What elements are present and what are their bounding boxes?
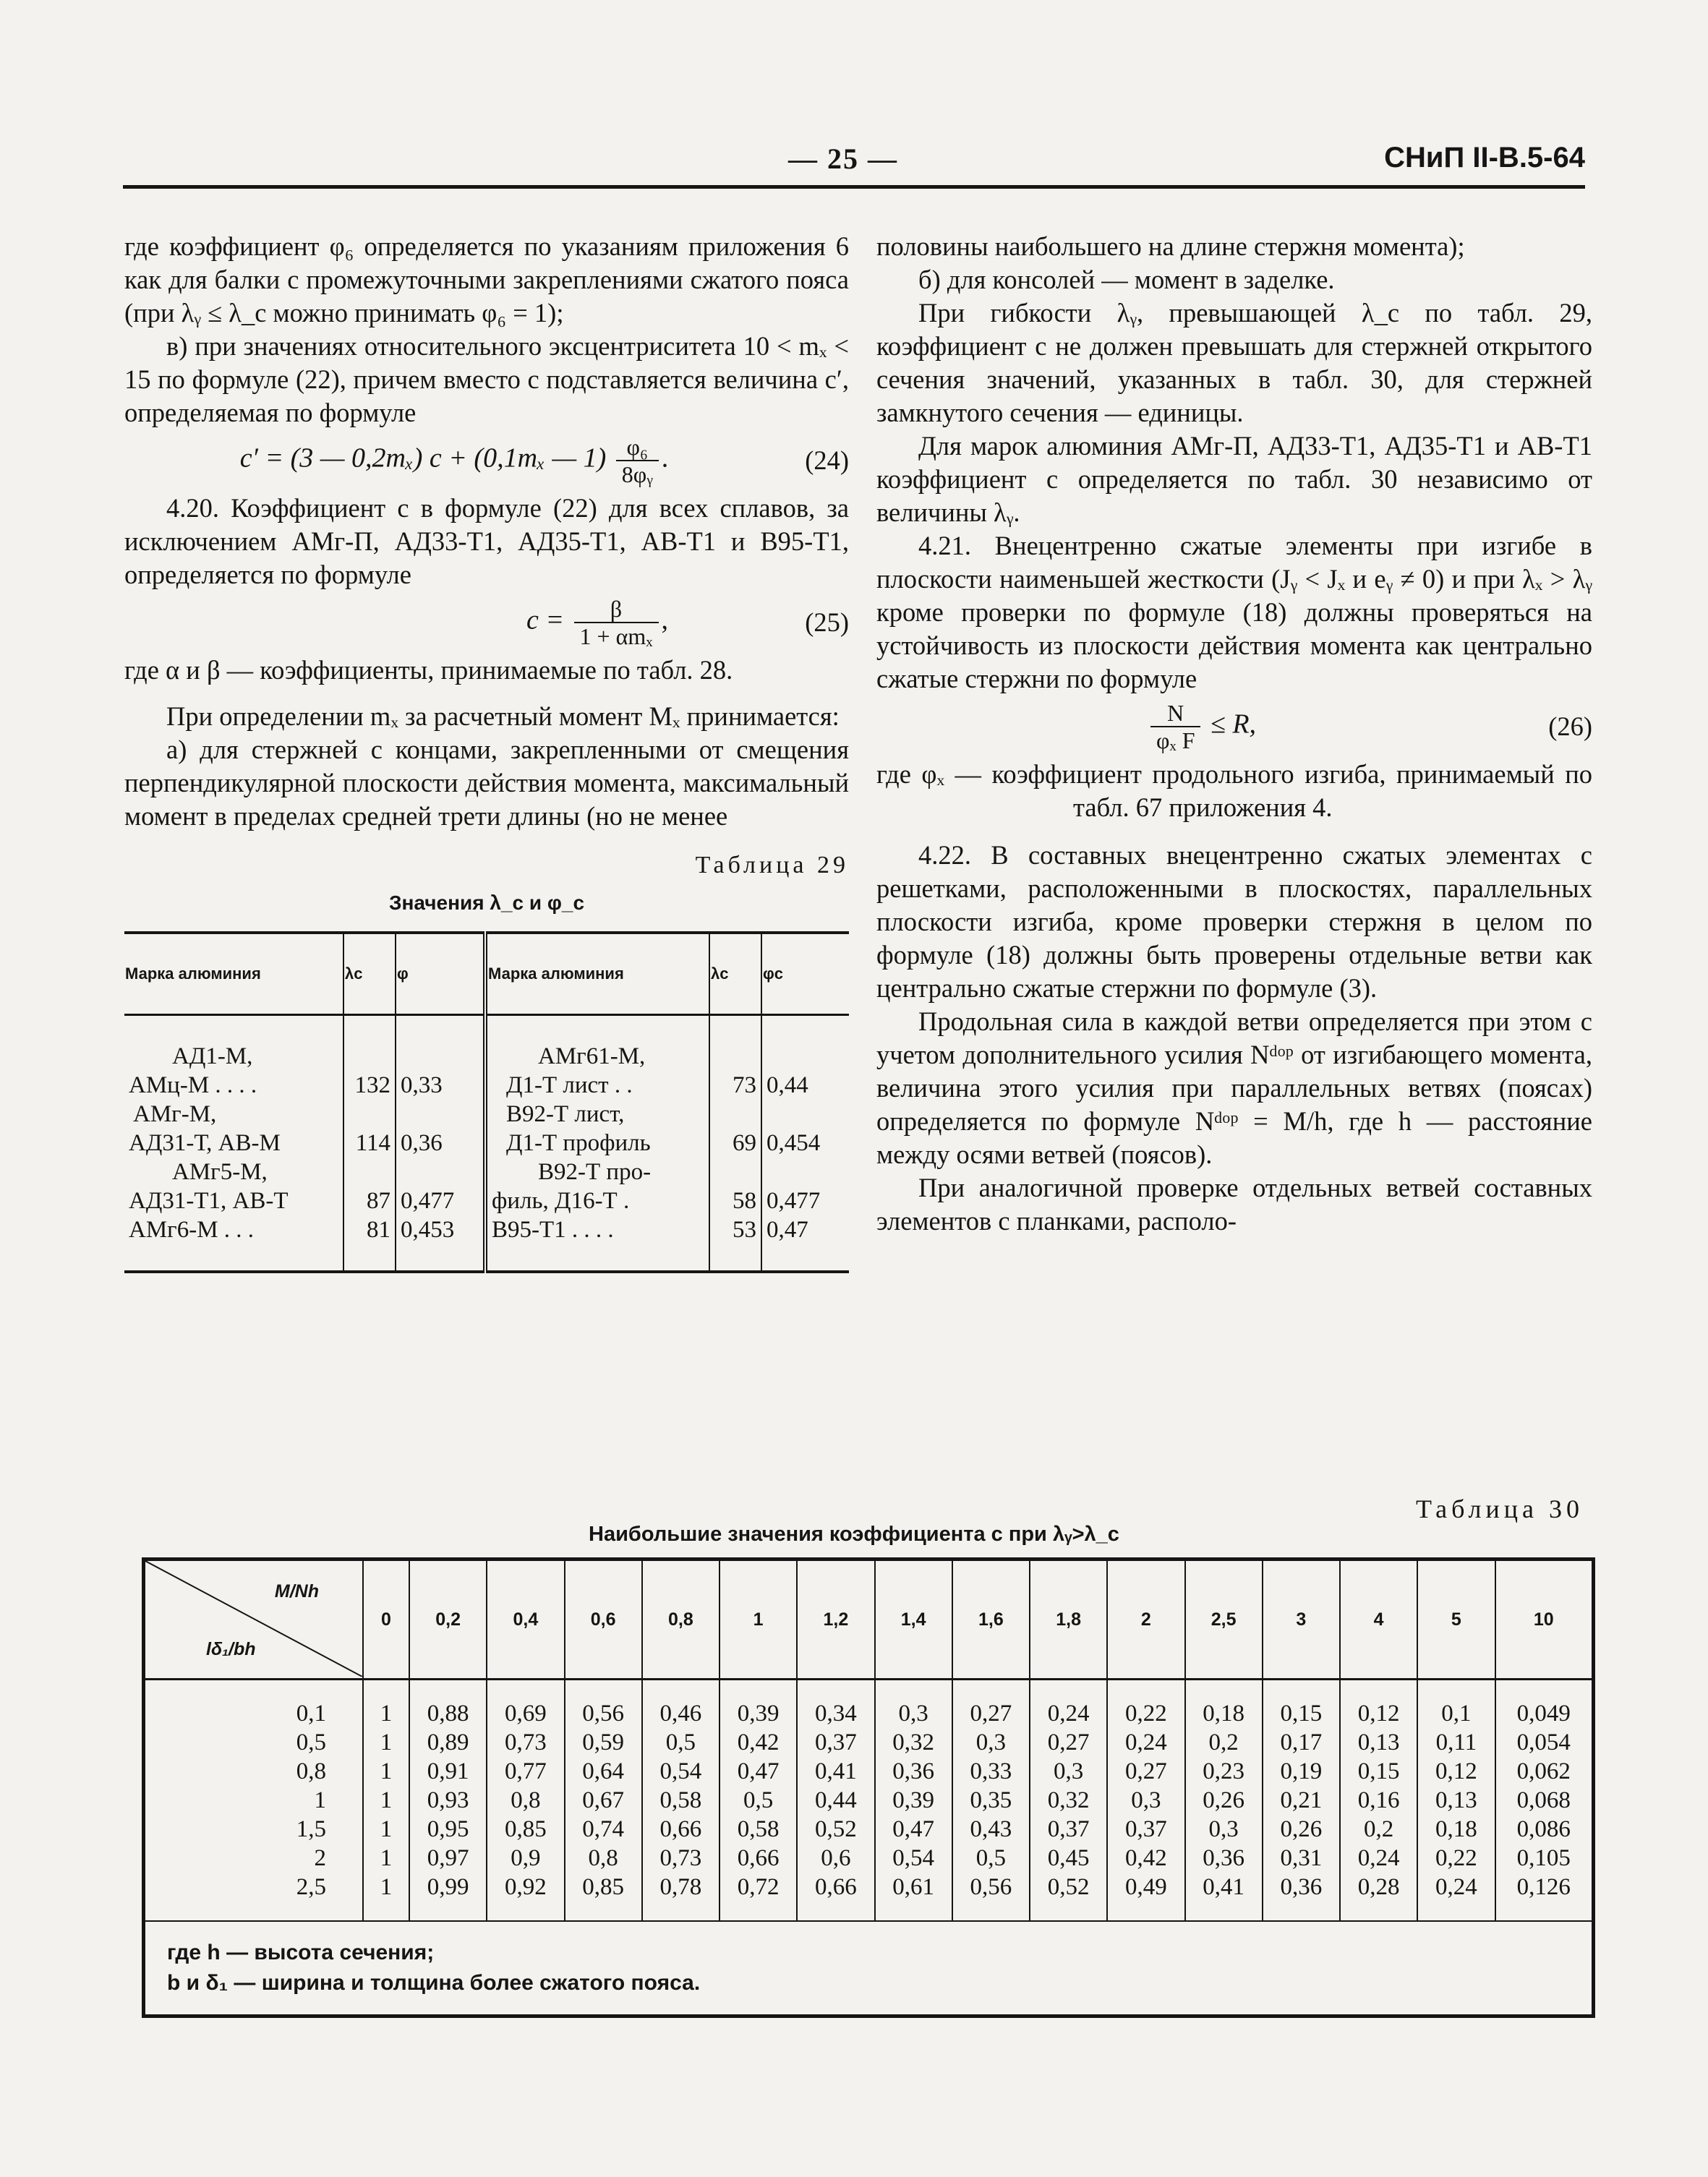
value: 58 <box>733 1188 756 1214</box>
note-line: где h — высота сечения; <box>167 1941 435 1964</box>
value: 81 <box>367 1217 390 1243</box>
formula-tail: , <box>661 604 668 636</box>
header-cell: 1,2 <box>797 1561 874 1680</box>
table-cell: 0,5 <box>665 1729 696 1755</box>
table-cell: 0,36 <box>1203 1845 1244 1871</box>
table-cell: 0,27 <box>1125 1758 1167 1784</box>
value: 0,47 <box>767 1217 808 1243</box>
header-cell: 10 <box>1495 1561 1592 1680</box>
header-cell: 0,4 <box>487 1561 564 1680</box>
column-values <box>1107 1680 1184 1921</box>
formula-24 <box>124 434 849 487</box>
table-cell: 0,18 <box>1435 1816 1477 1842</box>
table-cell: 0,18 <box>1203 1701 1244 1727</box>
brand-line: АД1-М, <box>172 1043 253 1069</box>
table-cell: 0,47 <box>737 1758 780 1784</box>
table-cell: 0,66 <box>737 1845 780 1871</box>
table-cell: 0,22 <box>1125 1701 1167 1727</box>
table-cell: 0,21 <box>1280 1787 1323 1813</box>
value: 114 <box>355 1130 390 1156</box>
table-cell: 0,67 <box>582 1787 624 1813</box>
value: 87 <box>367 1188 390 1214</box>
column-values <box>875 1680 952 1921</box>
row-header: 0,5 <box>296 1729 326 1755</box>
row-header-cell <box>145 1680 363 1921</box>
table-cell: 0,66 <box>659 1816 702 1842</box>
table-cell: 0,15 <box>1280 1701 1323 1727</box>
header-cell: φc <box>761 933 849 1015</box>
header-cell: 1,4 <box>875 1561 952 1680</box>
table-cell: 0,41 <box>1203 1874 1244 1900</box>
table-cell: 1 <box>380 1758 393 1784</box>
table-cell: 1 <box>380 1729 393 1755</box>
paragraph: б) для консолей — момент в заделке. <box>918 265 1335 294</box>
table-cell: 0,58 <box>737 1816 780 1842</box>
paragraph: 4.20. Коэффициент c в формуле (22) для всех сплавов, за исключением АМг-П, АД33-Т1, АД35-Т1, АВ-Т1 и В95-Т1, определяется по формуле <box>124 493 849 589</box>
value: 0,477 <box>401 1188 455 1214</box>
table-cell: 0,23 <box>1203 1758 1244 1784</box>
value: 73 <box>733 1072 756 1098</box>
column-values <box>1495 1680 1592 1921</box>
table-cell: 0,6 <box>821 1845 851 1871</box>
table-cell: 0,28 <box>1357 1874 1400 1900</box>
brand-line: Д1-Т профиль <box>506 1130 651 1156</box>
formula-text: c′ = (3 — 0,2mₓ) c + (0,1mₓ — 1) <box>239 442 607 474</box>
paragraph: При определении mₓ за расчетный момент Mₓ принимается: <box>166 701 840 731</box>
fraction <box>1150 700 1201 753</box>
paragraph: половины наибольшего на длине стержня момента); <box>876 231 1465 261</box>
table-cell: 0,85 <box>582 1874 624 1900</box>
paragraph: где φₓ — коэффициент продольного изгиба, принимаемый по табл. 67 приложения 4. <box>876 759 1592 822</box>
row-header: 2,5 <box>296 1874 326 1900</box>
table-cell: 0,97 <box>427 1845 469 1871</box>
table-cell: 0,068 <box>1516 1787 1571 1813</box>
table-cell: 0,93 <box>427 1787 469 1813</box>
table-cell: 0,44 <box>815 1787 857 1813</box>
table-cell: 0,73 <box>505 1729 547 1755</box>
table-cell: 0,062 <box>1516 1758 1571 1784</box>
paragraph: где α и β — коэффициенты, принимаемые по табл. 28. <box>124 655 733 685</box>
brand-line: АМц-М . . . . <box>129 1072 257 1098</box>
paragraph: При аналогичной проверке отдельных ветвей составных элементов с планками, располо- <box>876 1173 1592 1236</box>
column-values <box>642 1680 720 1921</box>
table-cell: 0,24 <box>1357 1845 1400 1871</box>
header-cell: 0 <box>363 1561 409 1680</box>
table-cell: 0,39 <box>892 1787 934 1813</box>
header-cell: 5 <box>1417 1561 1495 1680</box>
formula-number: (26) <box>1548 711 1592 741</box>
table-cell: 0,24 <box>1125 1729 1167 1755</box>
table-cell: 0,41 <box>815 1758 857 1784</box>
table-30 <box>142 1557 1595 2018</box>
header-cell: 1,8 <box>1030 1561 1107 1680</box>
table-cell: 0,11 <box>1435 1729 1477 1755</box>
brand-line: филь, Д16-Т . <box>492 1188 630 1214</box>
table-cell: 0,92 <box>505 1874 547 1900</box>
header-cell: λc <box>343 933 396 1015</box>
brand-line: АМг6-М . . . <box>129 1217 255 1243</box>
table-cell: 0,58 <box>659 1787 702 1813</box>
corner-top-label: M/Nh <box>274 1581 319 1601</box>
value: 53 <box>733 1217 756 1243</box>
numerator: φ₆ <box>616 434 659 461</box>
paragraph: Продольная сила в каждой ветви определяется при этом с учетом дополнительного усилия Nᵈᵒᵖ от изгибающего момента, величина этого усилия при параллельных ветвях (поясах) определяется по формуле Nᵈᵒᵖ = M/h, где h — расстояние между осями ветвей (поясов). <box>876 1006 1592 1169</box>
paragraph: в) при значениях относительного эксцентриситета 10 < mₓ < 15 по формуле (22), причем вместо c подставляется величина c′, определяемая по формуле <box>124 331 849 427</box>
header-cell: λc <box>709 933 761 1015</box>
table-cell: 0,78 <box>659 1874 702 1900</box>
table-cell: 0,12 <box>1435 1758 1477 1784</box>
table-cell: 0,13 <box>1357 1729 1400 1755</box>
formula-25 <box>124 596 849 649</box>
document-code: СНиП II-В.5-64 <box>1384 142 1585 174</box>
row-header: 0,1 <box>296 1701 326 1727</box>
column-values <box>565 1680 642 1921</box>
header-cell: 0,6 <box>565 1561 642 1680</box>
table-row <box>124 1015 849 1273</box>
table-cell: 0,56 <box>970 1874 1012 1900</box>
table-cell: 0,45 <box>1047 1845 1090 1871</box>
table-cell: 0,69 <box>505 1701 547 1727</box>
table-cell: 0,049 <box>1516 1701 1571 1727</box>
table-cell: 0,85 <box>505 1816 547 1842</box>
column-values <box>1417 1680 1495 1921</box>
formula-26 <box>876 700 1592 753</box>
table-cell: 0,8 <box>511 1787 541 1813</box>
table-cell: 0,27 <box>970 1701 1012 1727</box>
table-cell: 0,15 <box>1357 1758 1400 1784</box>
row-header: 0,8 <box>296 1758 326 1784</box>
table-cell: 0,33 <box>970 1758 1012 1784</box>
value: 69 <box>733 1130 756 1156</box>
formula-tail: . <box>661 442 669 474</box>
denominator: 1 + αmₓ <box>579 623 653 649</box>
table-cell: 0,5 <box>743 1787 774 1813</box>
formula-text: c = <box>526 604 565 636</box>
table-cell: 1 <box>380 1787 393 1813</box>
table-cell: 0,39 <box>737 1701 780 1727</box>
table-cell: 0,88 <box>427 1701 469 1727</box>
table30-notes <box>145 1920 1592 2014</box>
lambda-cell <box>709 1015 761 1273</box>
brand-line: АД31-Т1, АВ-Т <box>129 1188 289 1214</box>
table-cell: 0,64 <box>582 1758 624 1784</box>
table-cell: 0,2 <box>1208 1729 1239 1755</box>
phi-cell <box>761 1015 849 1273</box>
paragraph: 4.22. В составных внецентренно сжатых элементах с решетками, расположенными в плоскостях, параллельных плоскости изгиба, кроме проверки стержня в целом по формуле (18) должны быть проверены отдельные ветви как центрально сжатые стержни по формуле (3). <box>876 840 1592 1003</box>
row-header: 2 <box>314 1845 326 1871</box>
note-line: b и δ₁ — ширина и толщина более сжатого пояса. <box>167 1971 701 1995</box>
table-cell: 1 <box>380 1816 393 1842</box>
table-cell: 0,32 <box>892 1729 934 1755</box>
table-cell: 0,46 <box>659 1701 702 1727</box>
brand-line: АМг-М, <box>133 1101 217 1127</box>
table-cell: 0,26 <box>1203 1787 1244 1813</box>
table-cell: 0,77 <box>505 1758 547 1784</box>
table29-title: Значения λ_c и φ_c <box>388 891 585 914</box>
table-cell: 0,27 <box>1047 1729 1090 1755</box>
table-cell: 1 <box>380 1701 393 1727</box>
formula-tail: ≤ R, <box>1210 709 1257 740</box>
table-cell: 0,8 <box>588 1845 618 1871</box>
table-cell: 0,34 <box>815 1701 857 1727</box>
table-cell: 0,95 <box>427 1816 469 1842</box>
table-cell: 0,105 <box>1516 1845 1571 1871</box>
header-cell: 3 <box>1263 1561 1340 1680</box>
table-cell: 0,9 <box>511 1845 541 1871</box>
brand-line: АМг5-М, <box>172 1159 268 1185</box>
table-cell: 0,19 <box>1280 1758 1323 1784</box>
column-values <box>487 1680 564 1921</box>
lambda-cell <box>343 1015 396 1273</box>
table-cell: 0,52 <box>815 1816 857 1842</box>
table-29 <box>124 931 849 1273</box>
value: 132 <box>354 1072 390 1098</box>
brand-line: АД31-Т, АВ-М <box>129 1130 281 1156</box>
table-cell: 0,13 <box>1435 1787 1477 1813</box>
table-cell: 0,37 <box>1125 1816 1167 1842</box>
brand-cell <box>124 1015 343 1273</box>
table-cell: 0,73 <box>659 1845 702 1871</box>
column-values <box>720 1680 797 1921</box>
table29-caption: Таблица 29 <box>695 852 849 878</box>
table-cell: 0,3 <box>1054 1758 1084 1784</box>
corner-bottom-label: lδ₁/bh <box>206 1639 256 1659</box>
table-cell: 0,66 <box>815 1874 857 1900</box>
table-cell: 1 <box>380 1845 393 1871</box>
column-values <box>1340 1680 1417 1921</box>
table-cell: 0,54 <box>659 1758 702 1784</box>
column-values <box>1030 1680 1107 1921</box>
table-cell: 0,74 <box>582 1816 624 1842</box>
paragraph: При гибкости λᵧ, превышающей λ_c по табл. 29, коэффициент c не должен превышать для стержней открытого сечения значений, указанных в табл. 30, для стержней замкнутого сечения — единицы. <box>876 298 1592 427</box>
formula-number: (25) <box>805 607 849 637</box>
table-30-grid <box>145 1561 1592 1920</box>
page-number: — 25 — <box>788 142 898 175</box>
table-cell: 0,3 <box>1131 1787 1161 1813</box>
header-cell: 4 <box>1340 1561 1417 1680</box>
column-values <box>952 1680 1030 1921</box>
brand-line: АМг61-М, <box>538 1043 646 1069</box>
table-header-row <box>145 1561 1592 1680</box>
table-cell: 0,36 <box>1280 1874 1323 1900</box>
value: 0,33 <box>401 1072 443 1098</box>
table-header-row <box>124 933 849 1015</box>
header-cell: 0,2 <box>409 1561 487 1680</box>
table-cell: 0,3 <box>1208 1816 1239 1842</box>
value: 0,454 <box>767 1130 821 1156</box>
table-cell: 0,52 <box>1047 1874 1090 1900</box>
table-cell: 0,42 <box>737 1729 780 1755</box>
right-column <box>876 230 1592 1238</box>
phi-cell <box>396 1015 485 1273</box>
numerator: β <box>574 596 659 623</box>
table-cell: 0,91 <box>427 1758 469 1784</box>
table-cell: 0,17 <box>1280 1729 1323 1755</box>
header-cell: Марка алюминия <box>124 933 343 1015</box>
table-cell: 0,36 <box>892 1758 934 1784</box>
header-rule <box>123 185 1585 189</box>
table-cell: 0,47 <box>892 1816 934 1842</box>
value: 0,453 <box>401 1217 455 1243</box>
paragraph: а) для стержней с концами, закрепленными от смещения перпендикулярной плоскости действия момента, максимальный момент в пределах средней трети длины (но не менее <box>124 735 849 831</box>
header-cell: 2,5 <box>1185 1561 1263 1680</box>
table-cell: 0,99 <box>427 1874 469 1900</box>
header-cell: 2 <box>1107 1561 1184 1680</box>
paragraph: Для марок алюминия АМг-П, АД33-Т1, АД35-Т1 и АВ-Т1 коэффициент c определяется по табл. 30 независимо от величины λᵧ. <box>876 431 1592 527</box>
row-header: 1,5 <box>296 1816 326 1842</box>
brand-line: В95-Т1 . . . . <box>492 1217 614 1243</box>
table-cell: 0,12 <box>1357 1701 1400 1727</box>
header-cell: φ <box>396 933 485 1015</box>
column-values <box>1185 1680 1263 1921</box>
table-cell: 0,1 <box>1441 1701 1472 1727</box>
header-cell: Марка алюминия <box>485 933 709 1015</box>
table-cell: 0,2 <box>1364 1816 1394 1842</box>
column-values <box>409 1680 487 1921</box>
table-cell: 0,43 <box>970 1816 1012 1842</box>
brand-line: Д1-Т лист . . <box>506 1072 633 1098</box>
table30-caption: Таблица 30 <box>1416 1494 1584 1523</box>
table-cell: 1 <box>380 1874 393 1900</box>
brand-cell <box>485 1015 709 1273</box>
table-cell: 0,054 <box>1516 1729 1571 1755</box>
denominator: 8φᵧ <box>621 461 653 487</box>
left-column <box>124 230 849 1273</box>
value: 0,477 <box>767 1188 821 1214</box>
table-row <box>145 1680 1592 1921</box>
header-cell: 0,8 <box>642 1561 720 1680</box>
table-cell: 0,54 <box>892 1845 934 1871</box>
table-cell: 0,24 <box>1435 1874 1477 1900</box>
table-cell: 0,35 <box>970 1787 1012 1813</box>
paragraph: 4.21. Внецентренно сжатые элементы при изгибе в плоскости наименьшей жесткости (Jᵧ < Jₓ и eᵧ ≠ 0) и при λₓ > λᵧ кроме проверки по формуле (18) должны проверяться на устойчивость из плоскости действия момента как центрально сжатые стержни по формуле <box>876 531 1592 693</box>
table-cell: 0,24 <box>1047 1701 1090 1727</box>
table-cell: 0,3 <box>975 1729 1006 1755</box>
table-cell: 0,37 <box>1047 1816 1090 1842</box>
table-cell: 0,22 <box>1435 1845 1477 1871</box>
table30-title: Наибольшие значения коэффициента c при λᵧ>λ_c <box>589 1523 1119 1546</box>
paragraph: где коэффициент φ₆ определяется по указаниям приложения 6 как для балки с промежуточными закреплениями сжатого пояса (при λᵧ ≤ λ_c можно принимать φ₆ = 1); <box>124 231 849 328</box>
table-cell: 0,42 <box>1125 1845 1167 1871</box>
formula-number: (24) <box>805 445 849 475</box>
fraction <box>574 596 659 649</box>
column-values <box>1263 1680 1340 1921</box>
table-cell: 0,59 <box>582 1729 624 1755</box>
table-cell: 0,26 <box>1280 1816 1323 1842</box>
table-cell: 0,5 <box>975 1845 1006 1871</box>
column-values <box>797 1680 874 1921</box>
row-header: 1 <box>314 1787 326 1813</box>
brand-line: В92-Т лист, <box>506 1101 625 1127</box>
table-cell: 0,72 <box>737 1874 780 1900</box>
numerator: N <box>1150 700 1201 727</box>
table-cell: 0,126 <box>1516 1874 1571 1900</box>
table-cell: 0,49 <box>1125 1874 1167 1900</box>
table-cell: 0,31 <box>1280 1845 1323 1871</box>
table-cell: 0,37 <box>815 1729 857 1755</box>
table-cell: 0,61 <box>892 1874 934 1900</box>
value: 0,44 <box>767 1072 808 1098</box>
table-cell: 0,89 <box>427 1729 469 1755</box>
header-cell: 1,6 <box>952 1561 1030 1680</box>
fraction <box>616 434 659 487</box>
table-cell: 0,32 <box>1047 1787 1090 1813</box>
corner-cell <box>145 1561 363 1680</box>
value: 0,36 <box>401 1130 443 1156</box>
table-cell: 0,56 <box>582 1701 624 1727</box>
table-cell: 0,086 <box>1516 1816 1571 1842</box>
column-values <box>363 1680 409 1921</box>
header-cell: 1 <box>720 1561 797 1680</box>
brand-line: В92-Т про- <box>538 1159 652 1185</box>
denominator: φₓ F <box>1156 727 1195 753</box>
table-cell: 0,3 <box>898 1701 928 1727</box>
table-cell: 0,16 <box>1357 1787 1400 1813</box>
